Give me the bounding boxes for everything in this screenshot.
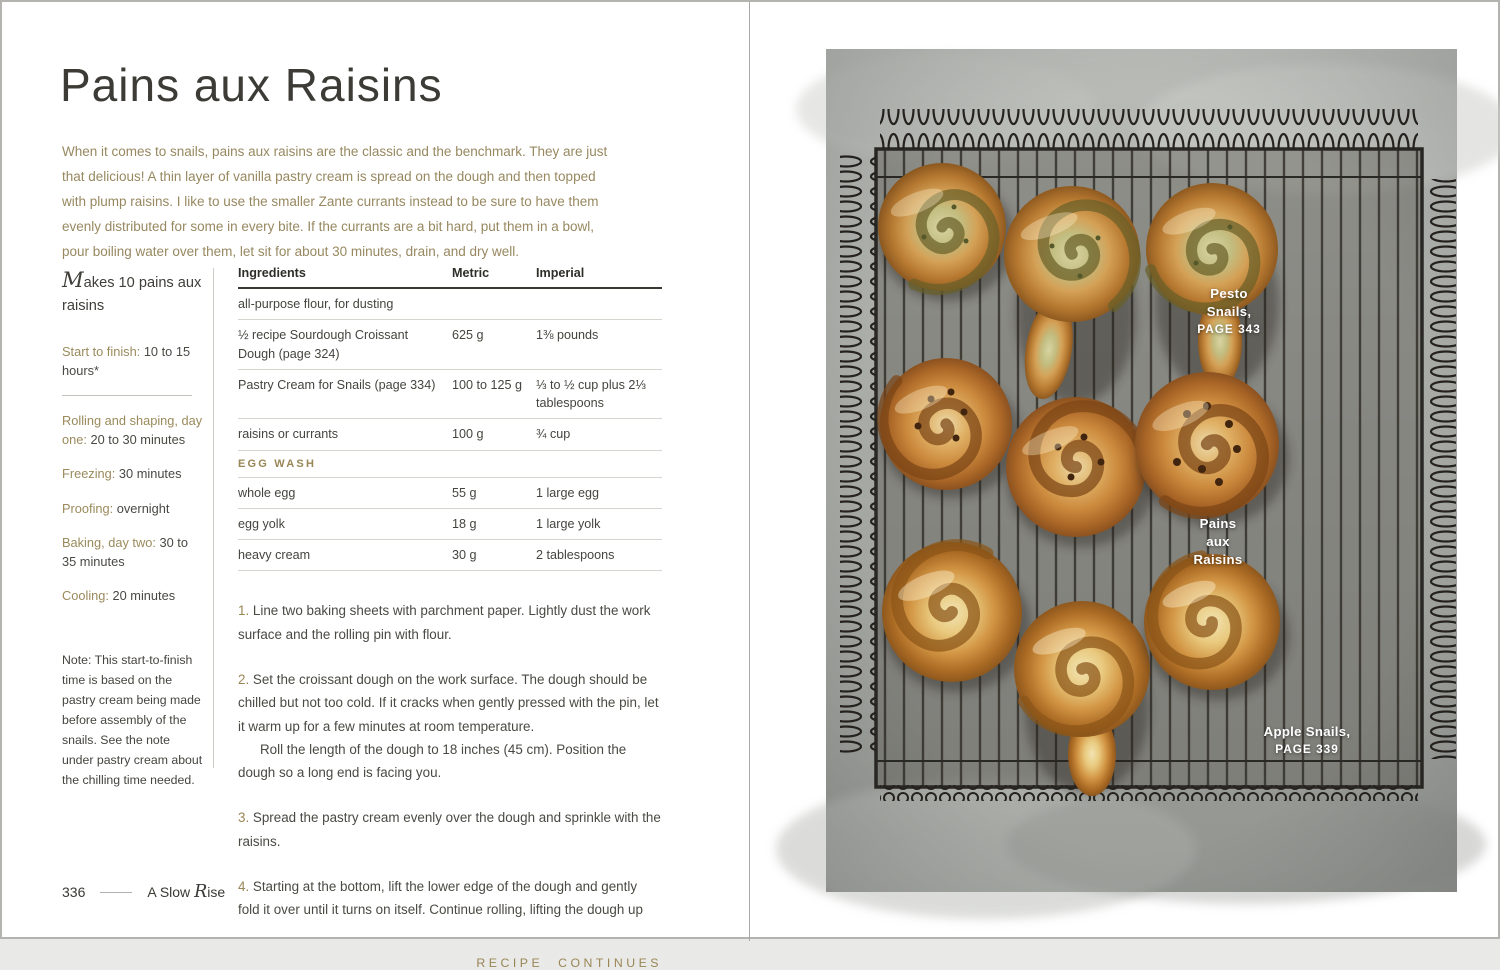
header-ingredients: Ingredients xyxy=(238,266,306,280)
recipe-title: Pains aux Raisins xyxy=(60,59,443,111)
book-title-part: A Slow xyxy=(147,884,195,900)
sidebar-divider xyxy=(62,395,192,396)
footer-dash xyxy=(100,892,132,893)
step-body: Spread the pastry cream evenly over the dough and sprinkle with the raisins. xyxy=(238,810,661,849)
header-metric: Metric xyxy=(452,266,490,280)
ingredients-table xyxy=(238,262,662,571)
step-continuation: Roll the length of the dough to 18 inches (45 cm). Position the dough so a long end is facing you. xyxy=(238,741,627,781)
step-4 xyxy=(238,875,662,922)
label-page-ref: PAGE 343 xyxy=(1197,322,1261,337)
label-page-ref: PAGE 339 xyxy=(1275,742,1339,757)
step-number: 3. xyxy=(238,810,250,826)
step-3 xyxy=(238,806,662,853)
photo-label-pains-aux-raisins xyxy=(1148,515,1288,570)
pastry-photo-illustration xyxy=(826,49,1457,892)
table-row xyxy=(238,509,662,540)
label-line: Pesto xyxy=(1210,286,1248,301)
column-divider xyxy=(213,268,214,768)
timing-value: 10 to 15 hours* xyxy=(62,343,191,378)
step-number: 4. xyxy=(238,879,250,895)
timing-proofing xyxy=(62,499,204,518)
step-1 xyxy=(238,599,662,646)
timing-label: Proofing: xyxy=(62,500,114,516)
timing-value: 30 minutes xyxy=(118,466,182,482)
cell-imperial: 1 large egg xyxy=(536,485,600,500)
table-row xyxy=(238,419,662,450)
timing-start-to-finish xyxy=(62,342,204,380)
cell-metric xyxy=(452,295,536,313)
recipe-sidebar xyxy=(62,264,204,791)
step-number: 2. xyxy=(238,671,250,687)
cell-ingredient: raisins or currants xyxy=(238,427,339,442)
cell-imperial: ⅓ to ½ cup plus 2⅓ tablespoons xyxy=(536,377,646,410)
photo-label-pesto-snails xyxy=(1159,285,1299,338)
cell-ingredient: ½ recipe Sourdough Croissant Dough (page 324) xyxy=(238,328,409,361)
timing-value: 20 to 30 minutes xyxy=(90,432,186,448)
page-number: 336 xyxy=(62,884,86,900)
timing-value: 30 to 35 minutes xyxy=(62,534,188,569)
page-footer xyxy=(62,882,225,902)
timing-cooling xyxy=(62,586,204,605)
timing-label: Start to finish: xyxy=(62,343,141,359)
cell-ingredient: all-purpose flour, for dusting xyxy=(238,297,394,311)
cell-imperial: 1 large yolk xyxy=(536,516,601,531)
table-row xyxy=(238,289,662,320)
cell-metric: 30 g xyxy=(452,548,477,562)
photo-vignette xyxy=(826,49,1457,892)
label-line: Apple Snails, xyxy=(1263,724,1351,739)
book-title-initial: R xyxy=(194,882,208,902)
cell-metric: 625 g xyxy=(452,328,484,343)
cell-imperial: 2 tablespoons xyxy=(536,548,615,562)
book-title xyxy=(147,882,225,902)
pastry-photo xyxy=(826,49,1457,892)
table-row xyxy=(238,540,662,571)
recipe-main-column xyxy=(238,262,662,970)
photo-label-apple-snails xyxy=(1227,723,1387,757)
timing-label: Baking, day two: xyxy=(62,534,156,550)
sidebar-note: Note: This start-to-finish time is based on the pastry cream being made before assembly of the snails. See the note under pastry cream about the chilling time needed. xyxy=(62,653,203,787)
cell-ingredient: egg yolk xyxy=(238,516,285,531)
book-title-part: ise xyxy=(207,884,226,900)
cell-ingredient: Pastry Cream for Snails (page 334) xyxy=(238,377,436,392)
cell-metric: 100 to 125 g xyxy=(452,377,523,392)
step-text xyxy=(238,875,662,922)
step-body: Starting at the bottom, lift the lower edge of the dough and gently fold it over until it turns on itself. Continue rolling, lifting the dough up xyxy=(238,879,643,918)
label-line: Raisins xyxy=(1193,552,1243,568)
recipe-intro: When it comes to snails, pains aux raisins are the classic and the benchmark. They are just that delicious! A thin layer of vanilla pastry cream is spread on the dough and then topped with plump raisins. I like to use the smaller Zante currants instead to be sure to have them evenly distributed for some in every bite. If the currants are a bit hard, put them in a bowl, pour boiling water over them, let sit for about 30 minutes, drain, and dry well. xyxy=(62,144,608,259)
timing-label: Freezing: xyxy=(62,466,116,482)
step-body: Set the croissant dough on the work surface. The dough should be chilled but not too cold. If it cracks when gently pressed with the pin, let it warm up for a few minutes at room temperature. xyxy=(238,671,659,734)
cell-metric: 100 g xyxy=(452,427,484,442)
timing-rolling-shaping xyxy=(62,411,204,449)
instructions-list xyxy=(238,599,662,921)
table-row xyxy=(238,320,662,370)
step-body: Line two baking sheets with parchment paper. Lightly dust the work surface and the rolling pin with flour. xyxy=(238,603,651,642)
timing-label: Cooling: xyxy=(62,588,109,604)
yield-text: Makes 10 pains aux raisins xyxy=(62,267,202,314)
timing-label: Rolling and shaping, day one: xyxy=(62,413,203,448)
header-imperial: Imperial xyxy=(536,266,585,280)
timing-baking xyxy=(62,533,204,571)
label-line: Snails, xyxy=(1206,304,1252,320)
egg-wash-section-label: EGG WASH xyxy=(238,451,662,478)
label-line: Pains xyxy=(1199,516,1237,531)
cell-imperial: ¾ cup xyxy=(536,427,571,442)
step-text xyxy=(238,599,662,646)
label-line: aux xyxy=(1206,534,1230,550)
cell-ingredient: whole egg xyxy=(238,485,296,500)
timing-value: 20 minutes xyxy=(112,588,176,604)
table-row xyxy=(238,370,662,420)
recipe-continues-note: RECIPE CONTINUES xyxy=(476,955,662,970)
table-header-row xyxy=(238,262,662,289)
step-2 xyxy=(238,668,662,785)
table-row xyxy=(238,478,662,509)
cell-imperial xyxy=(536,295,662,313)
page-gutter xyxy=(749,2,750,941)
cell-ingredient: heavy cream xyxy=(238,548,311,562)
step-text xyxy=(238,668,662,738)
cell-imperial: 1⅜ pounds xyxy=(536,328,599,343)
timing-freezing xyxy=(62,464,204,483)
cell-metric: 18 g xyxy=(452,516,477,531)
step-text xyxy=(238,806,662,853)
cell-metric: 55 g xyxy=(452,485,477,500)
timing-value: overnight xyxy=(116,500,170,516)
step-number: 1. xyxy=(238,603,250,619)
